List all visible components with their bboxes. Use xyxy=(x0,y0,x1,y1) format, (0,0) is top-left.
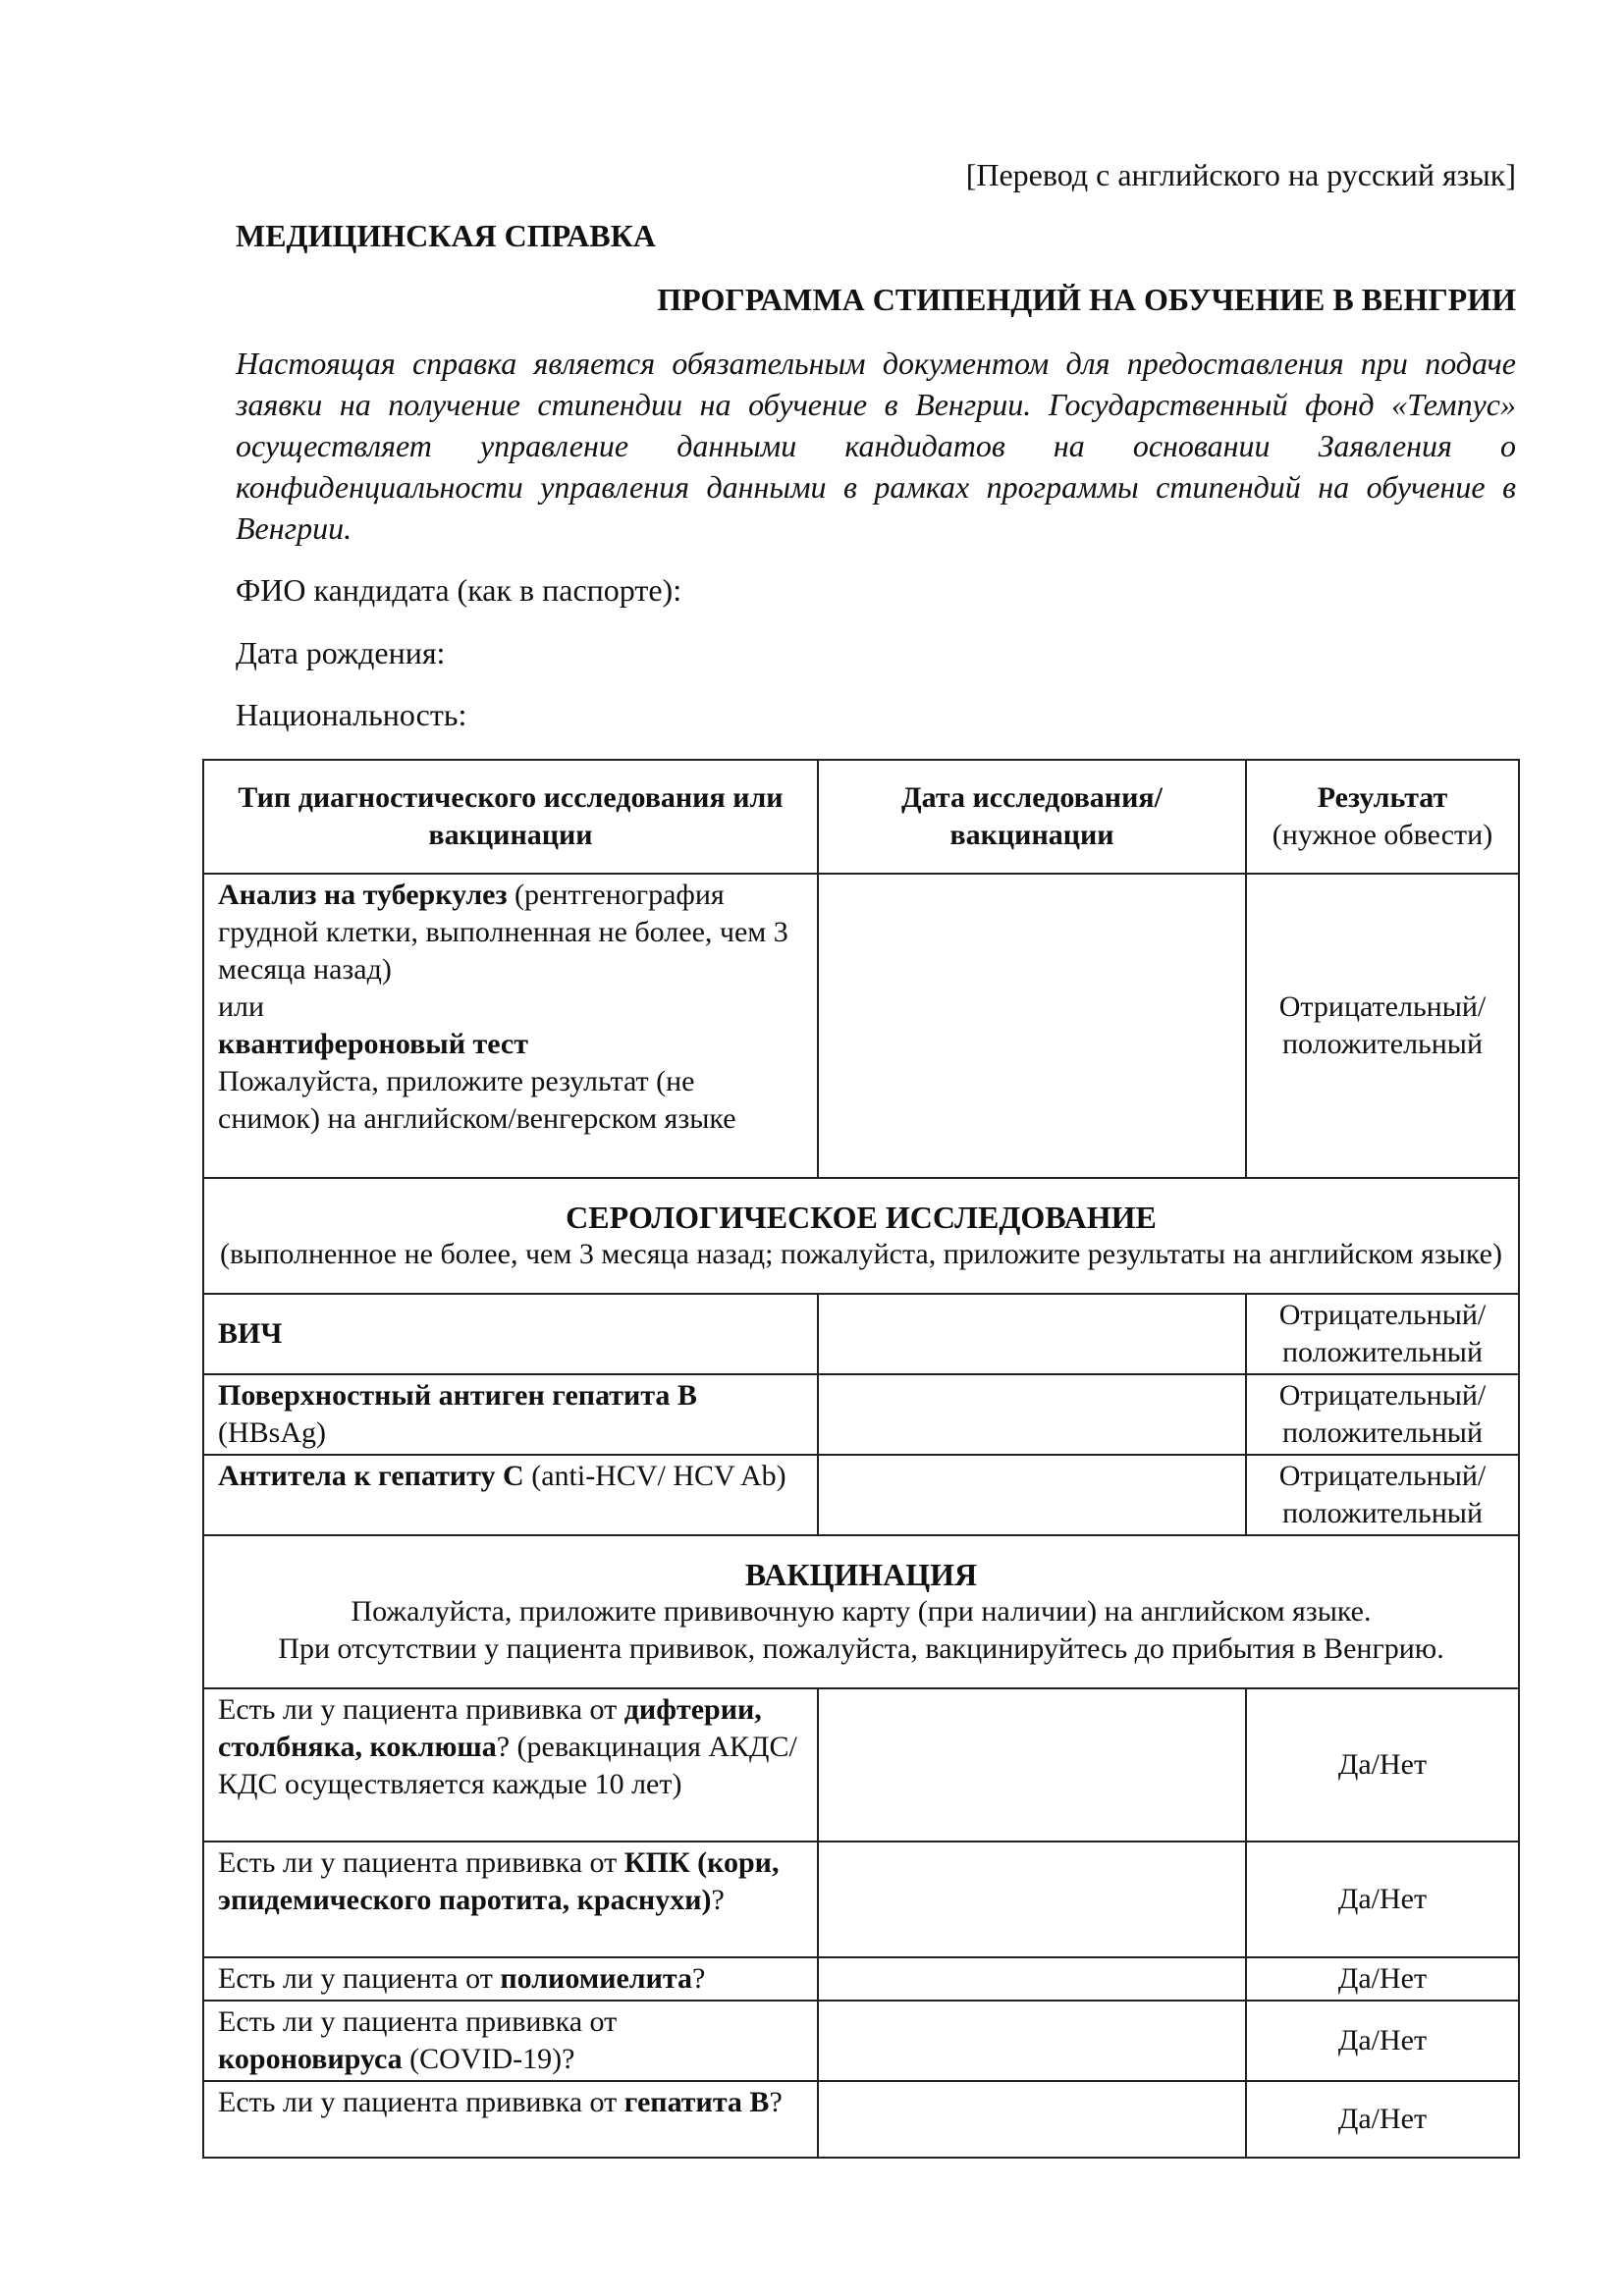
translation-note: [Перевод с английского на русский язык] xyxy=(965,157,1516,192)
medical-table xyxy=(202,759,1520,2159)
header-result-note: (нужное обвести) xyxy=(1272,819,1493,851)
serology-section xyxy=(203,1178,1519,1294)
polio-pre: Есть ли у пациента от xyxy=(218,1962,501,1995)
table-row xyxy=(203,1294,1519,1374)
vaccination-title: ВАКЦИНАЦИЯ xyxy=(744,1557,978,1592)
hcv-result[interactable]: Отрицательный/ положительный xyxy=(1246,1455,1519,1535)
hepb-result[interactable]: Да/Нет xyxy=(1246,2081,1519,2158)
hepb-date-cell[interactable] xyxy=(818,2081,1246,2158)
dtp-question xyxy=(203,1688,818,1842)
table-row xyxy=(203,2081,1519,2158)
covid-question xyxy=(203,2001,818,2081)
vaccination-section-row xyxy=(203,1535,1519,1688)
mmr-pre: Есть ли у пациента прививка от xyxy=(218,1846,624,1879)
header-date: Дата исследования/вакцинации xyxy=(818,760,1246,874)
mmr-result[interactable]: Да/Нет xyxy=(1246,1842,1519,1957)
table-row xyxy=(203,1374,1519,1455)
covid-bold: короновируса xyxy=(218,2043,403,2075)
hcv-description xyxy=(203,1455,818,1535)
vaccination-line1: Пожалуйста, приложите прививочную карту (при наличии) на английском языке. xyxy=(351,1595,1372,1628)
hbsag-date-cell[interactable] xyxy=(818,1374,1246,1455)
polio-bold: полиомиелита xyxy=(500,1962,693,1995)
tb-description xyxy=(203,874,818,1178)
tb-note: (рентгенография грудной клетки, выполненная не более, чем 3 месяца назад) xyxy=(218,879,788,986)
hepb-pre: Есть ли у пациента прививка от xyxy=(218,2086,624,2118)
covid-pre: Есть ли у пациента прививка от xyxy=(218,2005,618,2038)
mmr-post: ? xyxy=(711,1884,725,1916)
tb-attach-note: Пожалуйста, приложите результат (не снимок) на английском/венгерском языке xyxy=(218,1065,736,1135)
table-row xyxy=(203,1688,1519,1842)
vaccination-section xyxy=(203,1535,1519,1688)
table-header-row xyxy=(203,760,1519,874)
hbsag-note: (HBsAg) xyxy=(218,1416,326,1449)
covid-result[interactable]: Да/Нет xyxy=(1246,2001,1519,2081)
hiv-date-cell[interactable] xyxy=(818,1294,1246,1374)
candidate-name-field: ФИО кандидата (как в паспорте): xyxy=(236,572,682,608)
serology-section-row xyxy=(203,1178,1519,1294)
dtp-date-cell[interactable] xyxy=(818,1688,1246,1842)
table-row xyxy=(203,2001,1519,2081)
hepb-post: ? xyxy=(769,2086,783,2118)
tb-date-cell[interactable] xyxy=(818,874,1246,1178)
tb-title: Анализ на туберкулез xyxy=(218,879,508,911)
hbsag-result[interactable]: Отрицательный/ положительный xyxy=(1246,1374,1519,1455)
hepb-question xyxy=(203,2081,818,2158)
mmr-date-cell[interactable] xyxy=(818,1842,1246,1957)
mmr-question xyxy=(203,1842,818,1957)
covid-date-cell[interactable] xyxy=(818,2001,1246,2081)
dtp-post: ? (ревакцинация АКДС/КДС осуществляется каждые 10 лет) xyxy=(218,1731,797,1800)
serology-title: СЕРОЛОГИЧЕСКОЕ ИССЛЕДОВАНИЕ xyxy=(566,1200,1157,1235)
tb-quantiferon: квантифероновый тест xyxy=(218,1028,528,1060)
dtp-pre: Есть ли у пациента прививка от xyxy=(218,1693,624,1726)
covid-post: (COVID-19)? xyxy=(402,2043,575,2075)
dtp-result[interactable]: Да/Нет xyxy=(1246,1688,1519,1842)
vaccination-line2: При отсутствии у пациента прививок, пожалуйста, вакцинируйтесь до прибытия в Венгрию. xyxy=(278,1632,1444,1665)
table-row xyxy=(203,1957,1519,2001)
serology-note: (выполненное не более, чем 3 месяца назад; пожалуйста, приложите результаты на английском языке) xyxy=(220,1238,1502,1270)
table-row xyxy=(203,1455,1519,1535)
hbsag-description xyxy=(203,1374,818,1455)
birth-date-field: Дата рождения: xyxy=(236,635,446,670)
polio-date-cell[interactable] xyxy=(818,1957,1246,2001)
table-row xyxy=(203,1842,1519,1957)
intro-paragraph: Настоящая справка является обязательным документом для предоставления при подаче заявки на получение стипендии на обучение в Венгрии. Государственный фонд «Темпус» осуществляет управление данными кандидатов на основании Заявления о конфиденциальности управления данными в рамках программы стипендий на обучение в Венгрии. xyxy=(236,346,1516,546)
hiv-result[interactable]: Отрицательный/ положительный xyxy=(1246,1294,1519,1374)
tb-result[interactable]: Отрицательный/ положительный xyxy=(1246,874,1519,1178)
mmr-bold: КПК (кори, эпидемического паротита, краснухи) xyxy=(218,1846,780,1916)
hbsag-title: Поверхностный антиген гепатита В xyxy=(218,1379,697,1412)
document-title: МЕДИЦИНСКАЯ СПРАВКА xyxy=(236,218,656,253)
polio-result[interactable]: Да/Нет xyxy=(1246,1957,1519,2001)
dtp-bold: дифтерии, столбняка, коклюша xyxy=(218,1693,762,1763)
hiv-title: ВИЧ xyxy=(203,1294,818,1374)
tb-or: или xyxy=(218,990,265,1023)
polio-question xyxy=(203,1957,818,2001)
hcv-note: (anti-HCV/ HCV Ab) xyxy=(523,1460,786,1492)
nationality-field: Национальность: xyxy=(236,697,467,732)
hcv-date-cell[interactable] xyxy=(818,1455,1246,1535)
hcv-title: Антитела к гепатиту С xyxy=(218,1460,524,1492)
polio-post: ? xyxy=(692,1962,706,1995)
header-type: Тип диагностического исследования или вакцинации xyxy=(203,760,818,874)
header-result xyxy=(1246,760,1519,874)
header-result-title: Результат xyxy=(1317,781,1448,814)
hepb-bold: гепатита В xyxy=(623,2086,770,2118)
table-row xyxy=(203,874,1519,1178)
program-title: ПРОГРАММА СТИПЕНДИЙ НА ОБУЧЕНИЕ В ВЕНГРИИ xyxy=(657,282,1516,317)
